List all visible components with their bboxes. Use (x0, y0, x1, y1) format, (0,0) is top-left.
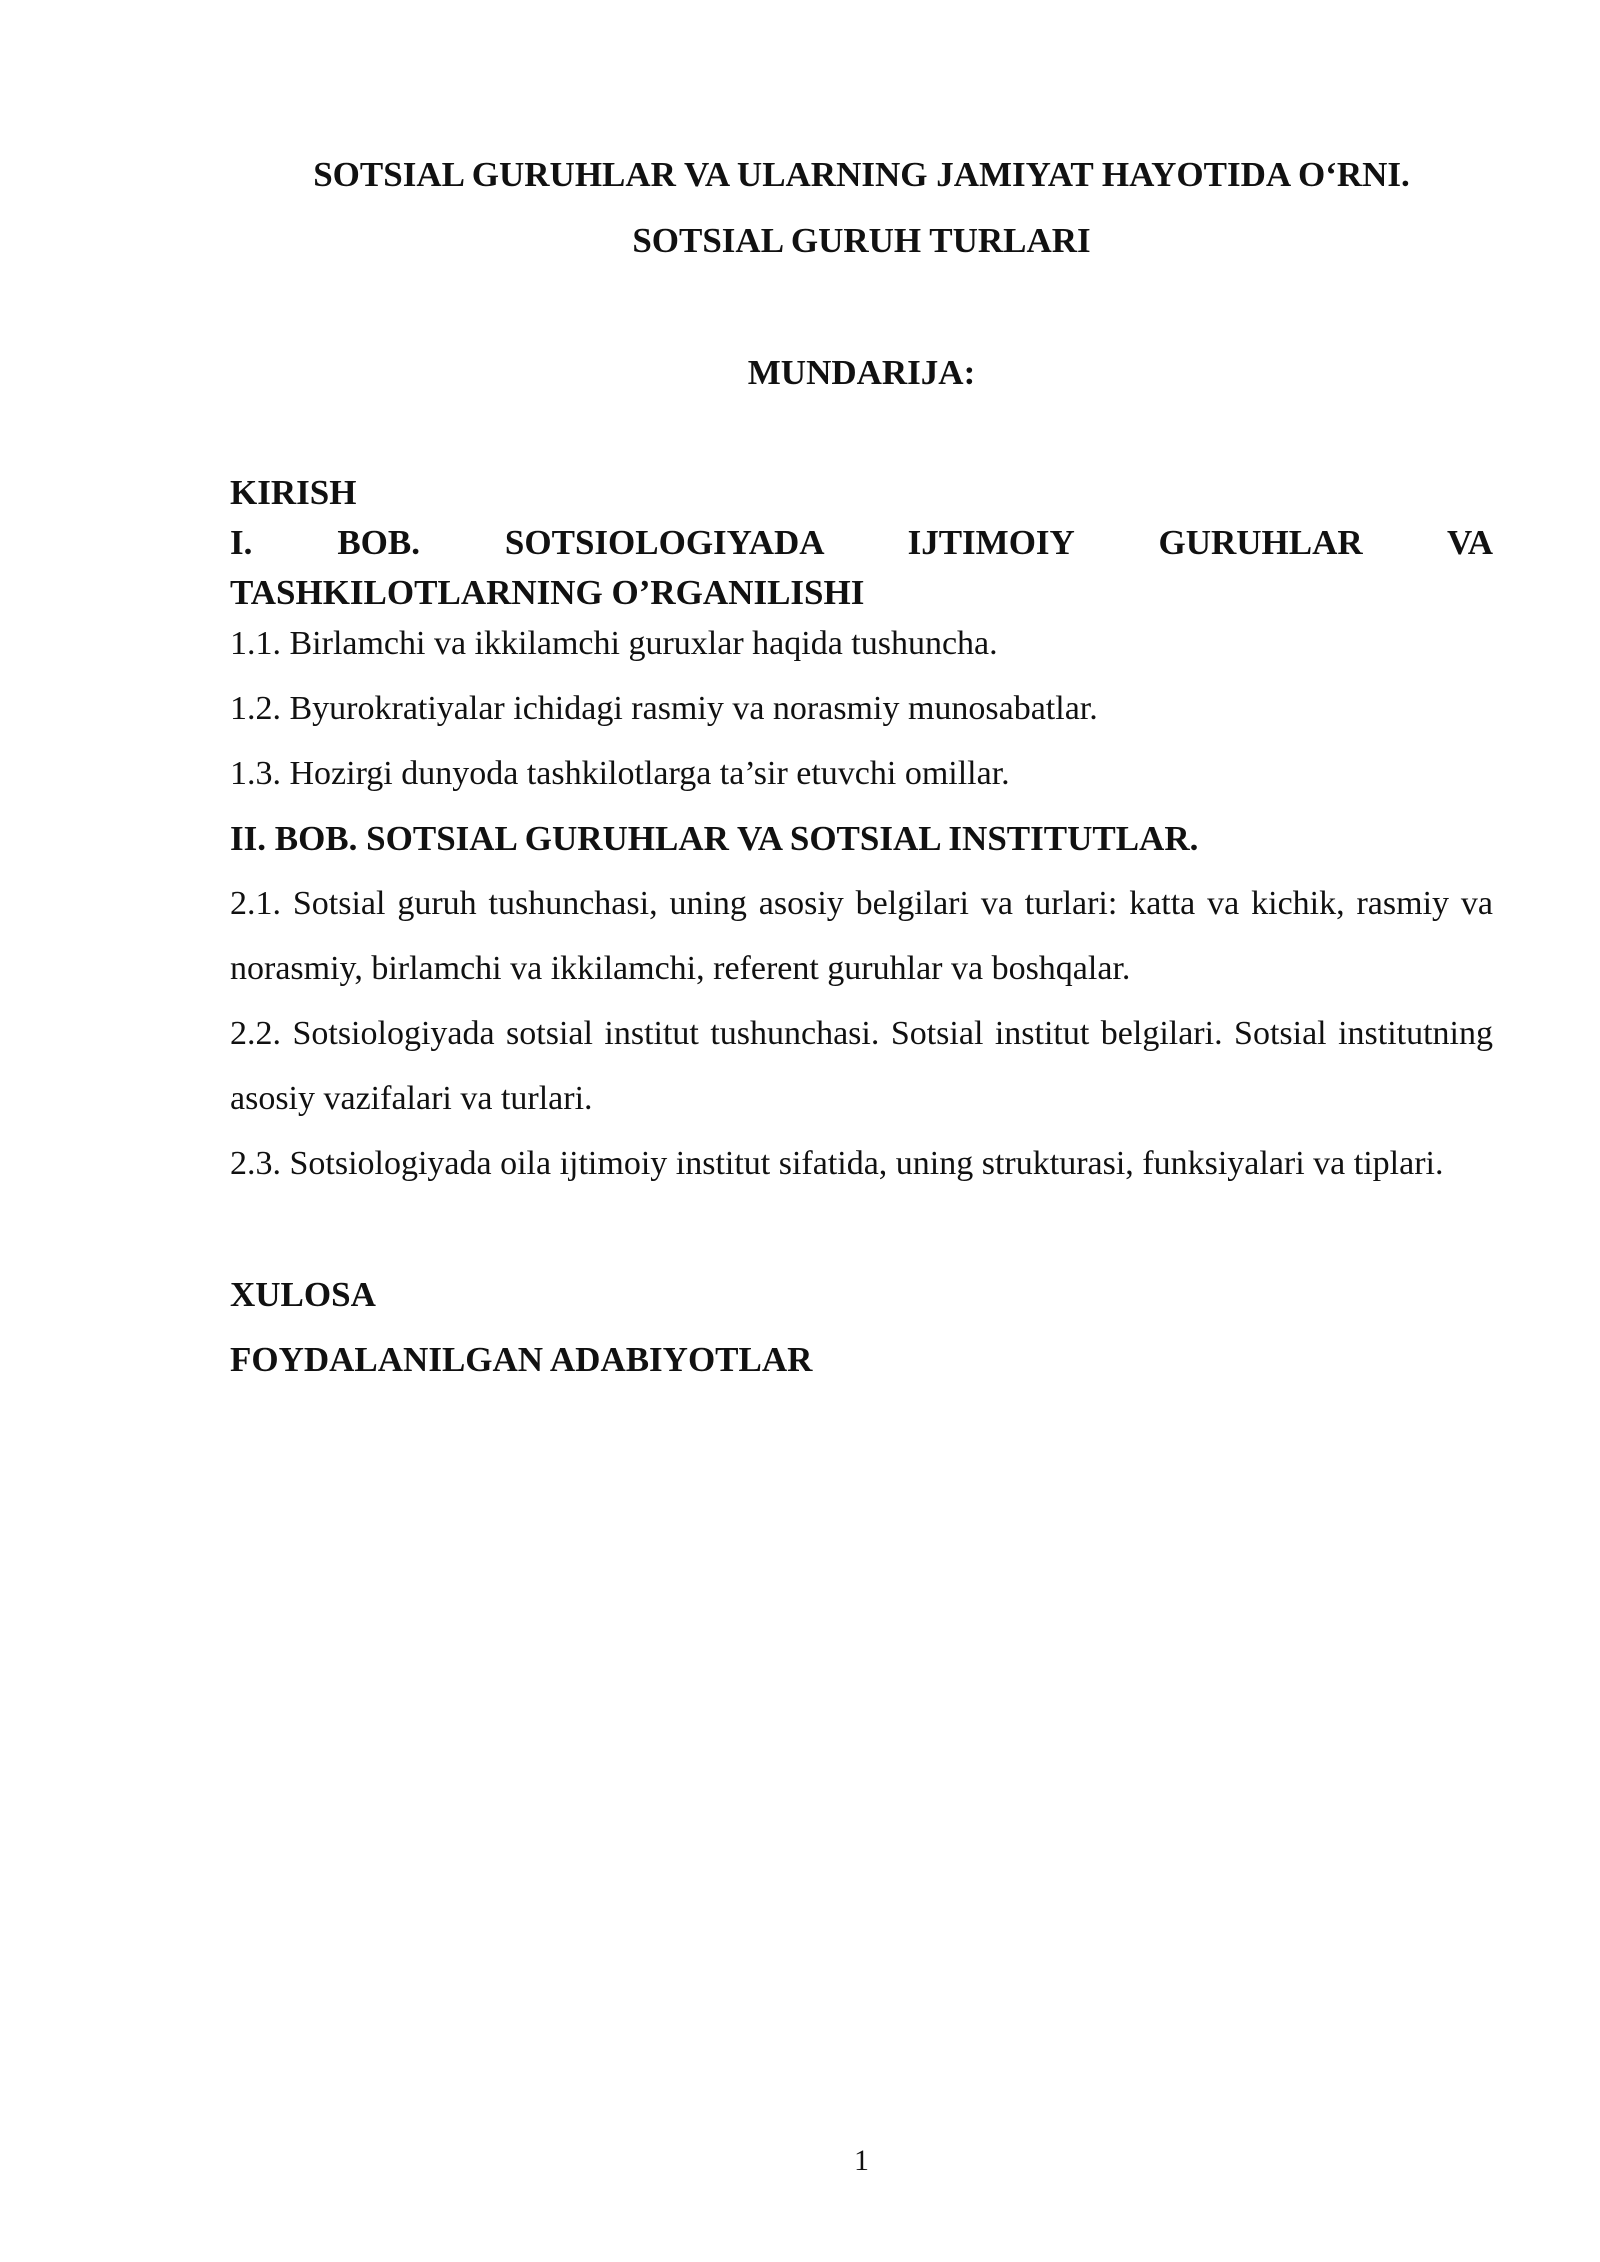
toc-section-1-3: 1.3. Hozirgi dunyoda tashkilotlarga ta’sir etuvchi omillar. (230, 755, 1010, 792)
toc-section-1-1: 1.1. Birlamchi va ikkilamchi guruxlar haqida tushuncha. (230, 625, 998, 662)
toc-chapter-1-line-2: TASHKILOTLARNING O’RGANILISHI (230, 573, 865, 612)
toc-section-2-2: 2.2. Sotsiologiyada sotsial institut tushunchasi. Sotsial institut belgilari. Sotsial institutning asosiy vazifalari va turlari. (230, 1015, 1493, 1117)
toc-item-references: FOYDALANILGAN ADABIYOTLAR (230, 1340, 813, 1379)
toc-item-conclusion: XULOSA (230, 1275, 376, 1314)
document-title-line-2: SOTSIAL GURUH TURLARI (632, 221, 1091, 260)
toc-section-2-3: 2.3. Sotsiologiyada oila ijtimoiy institut sifatida, uning strukturasi, funksiyalari va tiplari. (230, 1145, 1444, 1182)
toc-chapter-1-line-1: I. BOB. SOTSIOLOGIYADA IJTIMOIY GURUHLAR VA (230, 523, 1493, 562)
document-title-line-1: SOTSIAL GURUHLAR VA ULARNING JAMIYAT HAYOTIDA O‘RNI. (313, 155, 1410, 194)
toc-section-2-1: 2.1. Sotsial guruh tushunchasi, uning asosiy belgilari va turlari: katta va kichik, rasmiy va norasmiy, birlamchi va ikkilamchi, referent guruhlar va boshqalar. (230, 885, 1493, 987)
toc-item-intro: KIRISH (230, 473, 357, 512)
toc-chapter-2: II. BOB. SOTSIAL GURUHLAR VA SOTSIAL INSTITUTLAR. (230, 819, 1199, 858)
toc-section-1-2: 1.2. Byurokratiyalar ichidagi rasmiy va norasmiy munosabatlar. (230, 690, 1098, 727)
page-number: 1 (854, 2144, 869, 2177)
toc-heading: MUNDARIJA: (747, 353, 976, 392)
